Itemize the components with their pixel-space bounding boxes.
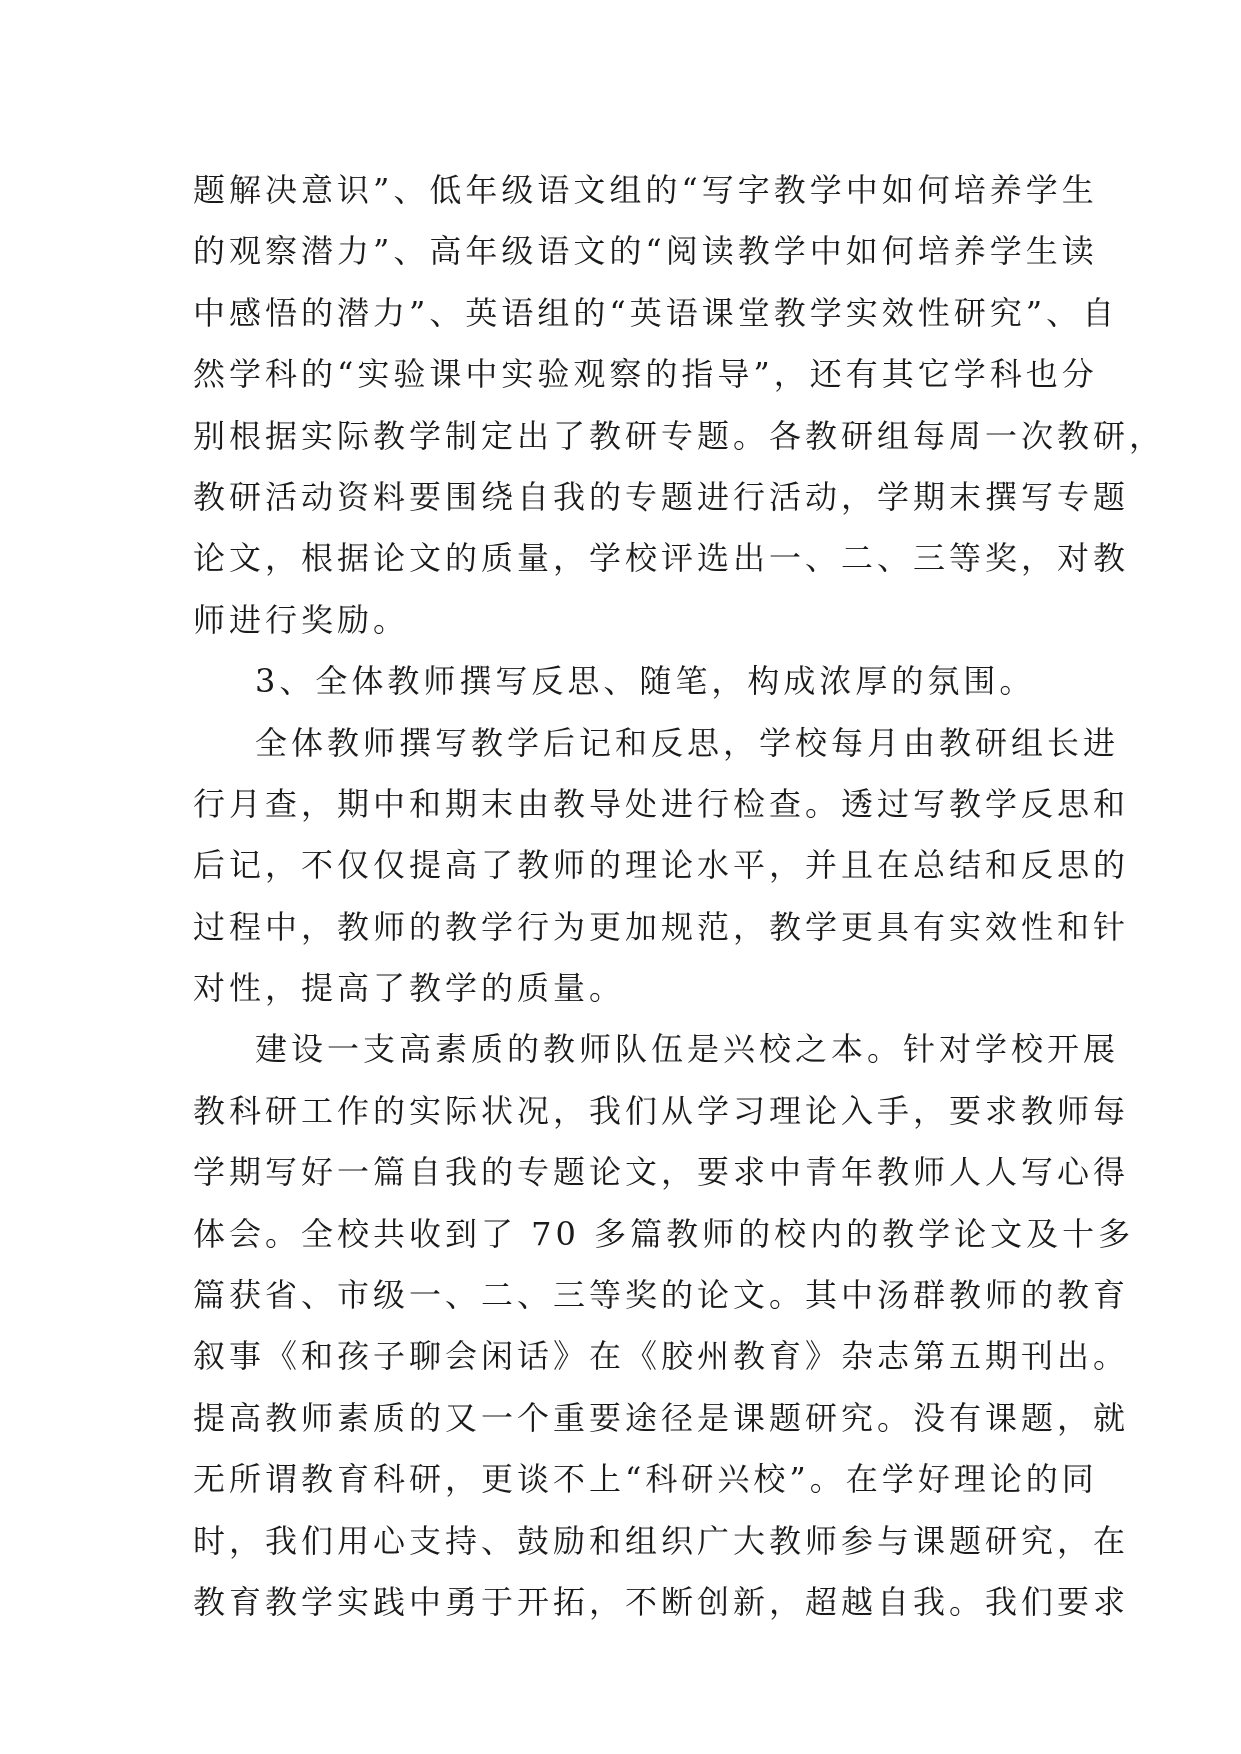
text-line: 提高教师素质的又一个重要途径是课题研究。没有课题，就	[193, 1398, 1130, 1437]
text-line: 师进行奖励。	[193, 600, 410, 639]
text-line: 叙事《和孩子聊会闲话》在《胶州教育》杂志第五期刊出。	[193, 1337, 1130, 1376]
text-line: 教研活动资料要围绕自我的专题进行活动，学期末撰写专题	[193, 477, 1130, 516]
text-line: 全体教师撰写教学后记和反思，学校每月由教研组长进	[255, 723, 1120, 762]
text-line: 学期写好一篇自我的专题论文，要求中青年教师人人写心得	[193, 1153, 1130, 1192]
text-line: 行月查，期中和期末由教导处进行检查。透过写教学反思和	[193, 784, 1130, 823]
text-line: 篇获省、市级一、二、三等奖的论文。其中汤群教师的教育	[193, 1276, 1130, 1315]
text-line: 时，我们用心支持、鼓励和组织广大教师参与课题研究，在	[193, 1521, 1130, 1560]
text-line: 过程中，教师的教学行为更加规范，教学更具有实效性和针	[193, 907, 1130, 946]
text-line: 教育教学实践中勇于开拓，不断创新，超越自我。我们要求	[193, 1582, 1130, 1621]
body-text	[193, 160, 1166, 1633]
text-line: 对性，提高了教学的质量。	[193, 969, 626, 1008]
text-line: 建设一支高素质的教师队伍是兴校之本。针对学校开展	[255, 1030, 1120, 1069]
text-line: 后记，不仅仅提高了教师的理论水平，并且在总结和反思的	[193, 846, 1130, 885]
text-line: 教科研工作的实际状况，我们从学习理论入手，要求教师每	[193, 1091, 1130, 1130]
text-line: 无所谓教育科研，更谈不上“科研兴校”。在学好理论的同	[193, 1460, 1098, 1499]
text-line: 论文，根据论文的质量，学校评选出一、二、三等奖，对教	[193, 539, 1130, 578]
text-line: 的观察潜力”、高年级语文的“阅读教学中如何培养学生读	[193, 232, 1098, 271]
text-line: 3、全体教师撰写反思、随笔，构成浓厚的氛围。	[255, 662, 1036, 701]
text-line: 题解决意识”、低年级语文组的“写字教学中如何培养学生	[193, 171, 1098, 209]
text-line: 中感悟的潜力”、英语组的“英语课堂教学实效性研究”、自	[193, 293, 1119, 332]
text-line: 体会。全校共收到了 70 多篇教师的校内的教学论文及十多	[193, 1214, 1135, 1253]
text-line: 别根据实际教学制定出了教研专题。各教研组每周一次教研，	[193, 416, 1166, 455]
text-line: 然学科的“实验课中实验观察的指导”，还有其它学科也分	[193, 355, 1098, 394]
